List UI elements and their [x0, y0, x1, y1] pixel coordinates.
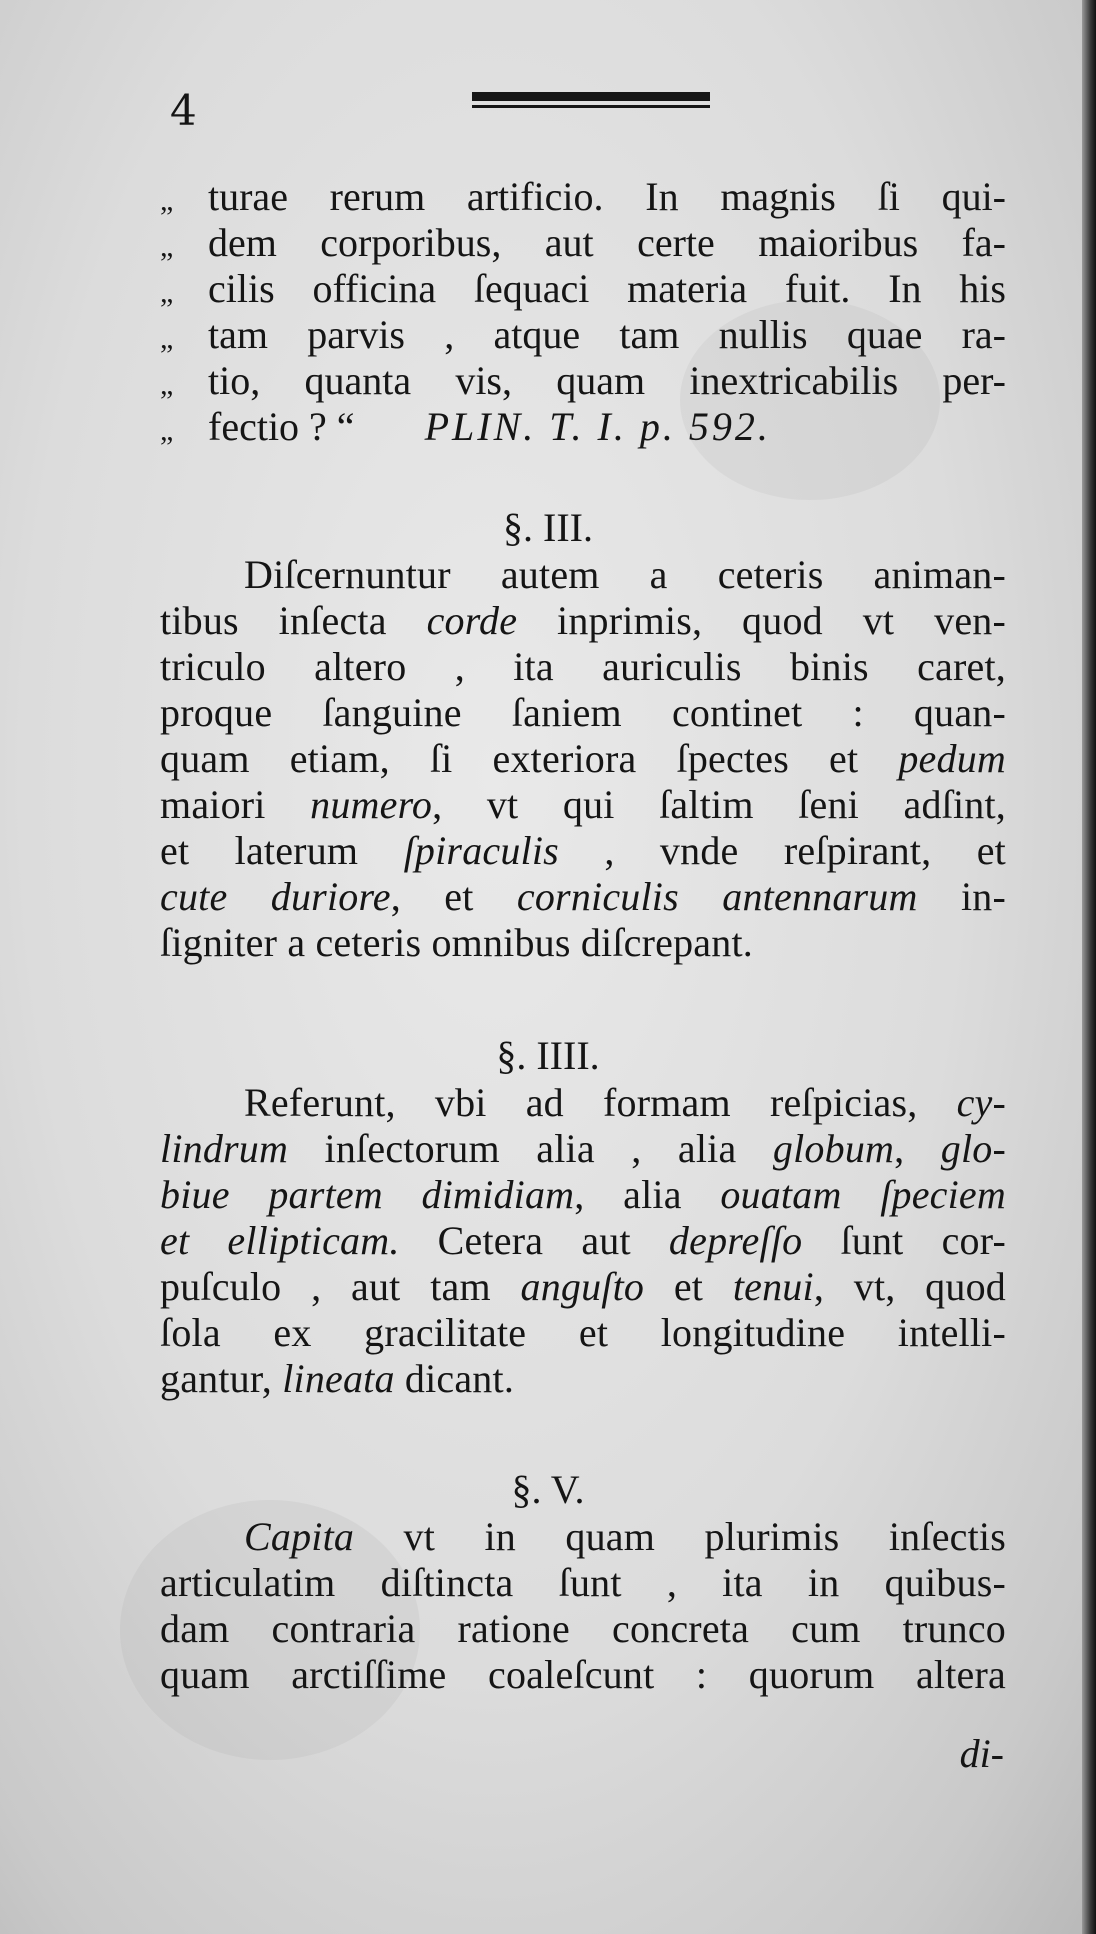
quote-line — [160, 404, 1006, 450]
quote-text — [208, 404, 1006, 450]
quote-text: tio, quanta vis, quam inextricabilis per- — [208, 358, 1006, 403]
text-line: articulatim diſtincta ſunt , ita in quibus- — [160, 1560, 1006, 1605]
quote-line — [160, 312, 1006, 358]
catchword: di- — [959, 1731, 1004, 1776]
page-number: 4 — [170, 86, 197, 135]
quote-line — [160, 358, 1006, 404]
text-line: et laterum ſpiraculis , vnde reſpirant, et — [160, 828, 1006, 873]
quote-line — [160, 220, 1006, 266]
page-edge-shadow — [1082, 0, 1096, 1934]
quote-text: tam parvis , atque tam nullis quae ra- — [208, 312, 1006, 357]
section-4-body — [160, 1080, 1006, 1402]
quote-text: turae rerum artificio. In magnis ſi qui- — [208, 174, 1006, 219]
section-heading-4: §. IIII. — [496, 1033, 600, 1078]
text-line: Diſcernuntur autem a ceteris animan- — [244, 552, 1006, 597]
section-5-body — [160, 1514, 1006, 1698]
section-heading-5: §. V. — [511, 1467, 585, 1512]
quote-line — [160, 174, 1006, 220]
text-line: puſculo , aut tam anguſto et tenui, vt, quod — [160, 1264, 1006, 1309]
quote-text: cilis officina ſequaci materia fuit. In his — [208, 266, 1006, 311]
text-line: Capita vt in quam plurimis inſectis — [244, 1514, 1006, 1559]
header-double-rule — [472, 92, 710, 108]
text-line: proque ſanguine ſaniem continet : quan- — [160, 690, 1006, 735]
text-line: Referunt, vbi ad formam reſpicias, cy- — [244, 1080, 1006, 1125]
text-line: triculo altero , ita auriculis binis caret, — [160, 644, 1006, 689]
text-line: cute duriore, et corniculis antennarum in- — [160, 874, 1006, 919]
citation: PLIN. T. I. p. 592. — [424, 404, 771, 449]
quote-ending: fectio ? “ — [208, 404, 355, 449]
text-line: ſola ex gracilitate et longitudine intelli- — [160, 1310, 1006, 1355]
text-line: gantur, lineata dicant. — [160, 1356, 515, 1401]
text-line: tibus inſecta corde inprimis, quod vt ven- — [160, 598, 1006, 643]
quote-mark: „ — [160, 230, 174, 263]
text-line: maiori numero, vt qui ſaltim ſeni adſint, — [160, 782, 1006, 827]
section-heading-3: §. III. — [503, 505, 593, 550]
quote-mark: „ — [160, 414, 174, 447]
quote-mark: „ — [160, 276, 174, 309]
quote-mark: „ — [160, 184, 174, 217]
text-line: quam etiam, ſi exteriora ſpectes et pedum — [160, 736, 1006, 781]
text-line: ſigniter a ceteris omnibus diſcrepant. — [160, 920, 753, 965]
text-line: dam contraria ratione concreta cum trunco — [160, 1606, 1006, 1651]
text-line: quam arctiſſime coaleſcunt : quorum altera — [160, 1652, 1006, 1697]
quote-mark: „ — [160, 368, 174, 401]
quote-mark: „ — [160, 322, 174, 355]
quote-line — [160, 266, 1006, 312]
quotation-block — [160, 174, 1006, 450]
text-line: lindrum inſectorum alia , alia globum, glo- — [160, 1126, 1006, 1171]
quote-text: dem corporibus, aut certe maioribus fa- — [208, 220, 1006, 265]
text-line: et ellipticam. Cetera aut depreſſo ſunt cor- — [160, 1218, 1006, 1263]
section-3-body — [160, 552, 1006, 966]
text-line: biue partem dimidiam, alia ouatam ſpeciem — [160, 1172, 1006, 1217]
